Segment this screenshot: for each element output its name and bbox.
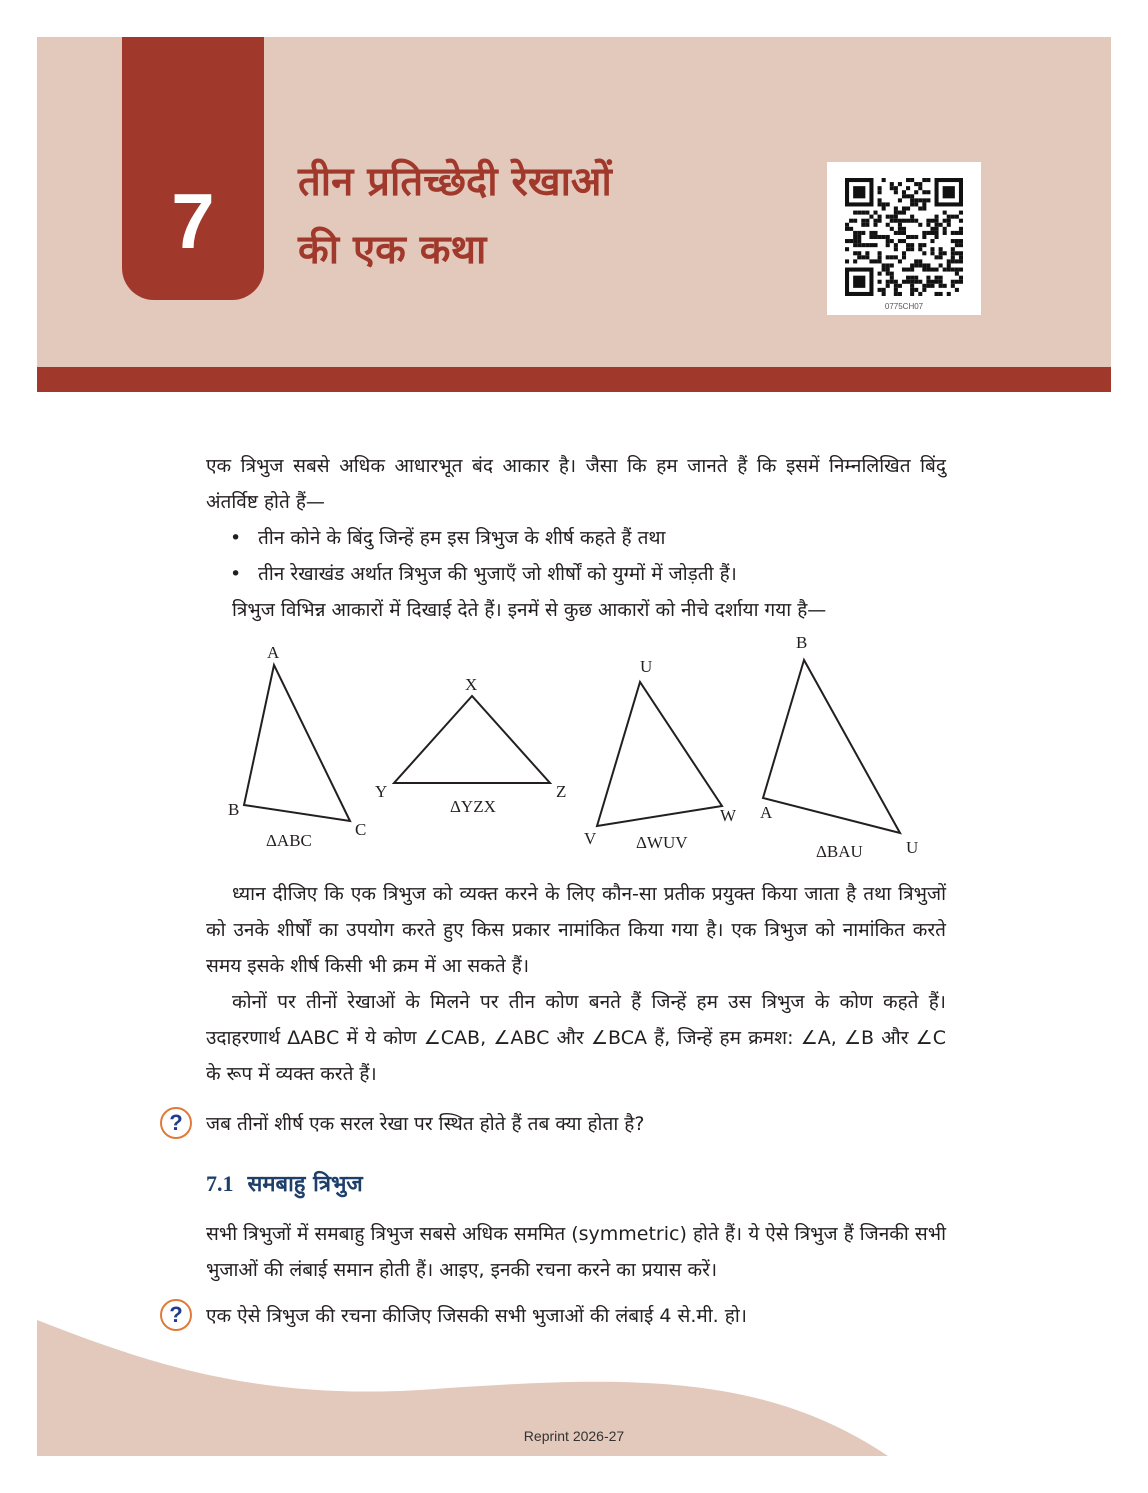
footer-wave-decoration	[0, 1300, 1148, 1493]
vertex-label: Y	[375, 782, 388, 801]
intro-section	[206, 448, 946, 628]
vertex-label: U	[906, 838, 919, 857]
bullet-icon: •	[230, 563, 242, 585]
notation-paragraph: ध्यान दीजिए कि एक त्रिभुज को व्यक्त करने के लिए कौन-सा प्रतीक प्रयुक्त किया जाता है तथा त्रिभुजों को उनके शीर्षों का उपयोग करते हुए किस प्रकार नामांकित किया गया है। एक त्रिभुज को नामांकित करते समय इसके शीर्ष किसी भी क्रम में आ सकते हैं।	[206, 883, 946, 977]
list-item	[230, 520, 946, 556]
question-mark-icon: ?	[160, 1299, 192, 1331]
chapter-number-tab	[122, 37, 264, 300]
qr-code-label: 0775CH07	[884, 302, 924, 311]
triangle-bau	[760, 633, 918, 861]
section-title: समबाहु त्रिभुज	[247, 1172, 363, 1197]
triangle-name: ΔWUV	[636, 833, 688, 852]
question-text: जब तीनों शीर्ष एक सरल रेखा पर स्थित होते हैं तब क्या होता है?	[206, 1113, 645, 1135]
bullet-icon: •	[230, 527, 242, 549]
vertex-label: C	[355, 820, 367, 839]
equilateral-section	[206, 1216, 946, 1288]
triangle-name: ΔABC	[266, 831, 312, 850]
vertex-side-list	[206, 520, 946, 592]
vertex-label: U	[640, 657, 653, 676]
notation-section	[206, 876, 946, 1092]
vertex-label: X	[465, 675, 478, 694]
question-text: एक ऐसे त्रिभुज की रचना कीजिए जिसकी सभी भुजाओं की लंबाई 4 से.मी. हो।	[206, 1305, 747, 1327]
vertex-label: V	[584, 829, 597, 848]
vertex-label: B	[228, 800, 240, 819]
triangle-yzx	[375, 675, 566, 816]
shapes-intro-paragraph: त्रिभुज विभिन्न आकारों में दिखाई देते हैं। इनमें से कुछ आकारों को नीचे दर्शाया गया है—	[232, 599, 827, 621]
header-divider	[37, 367, 1111, 392]
list-item	[230, 556, 946, 592]
list-item-text: तीन कोने के बिंदु जिन्हें हम इस त्रिभुज के शीर्ष कहते हैं तथा	[258, 527, 666, 549]
triangle-wuv	[584, 657, 737, 852]
triangle-name: ΔYZX	[450, 797, 496, 816]
list-item-text: तीन रेखाखंड अर्थात त्रिभुज की भुजाएँ जो शीर्षों को युग्मों में जोड़ती हैं।	[258, 563, 737, 585]
section-number: 7.1	[206, 1171, 234, 1196]
chapter-title	[298, 148, 798, 284]
vertex-label: W	[720, 806, 737, 825]
triangle-figures	[200, 630, 940, 870]
triangle-name: ΔBAU	[816, 842, 863, 861]
reprint-label: Reprint 2026-27	[523, 1428, 625, 1444]
intro-paragraph: एक त्रिभुज सबसे अधिक आधारभूत बंद आकार है। जैसा कि हम जानते हैं कि इसमें निम्नलिखित बिंदु अंतर्विष्ट होते हैं—	[206, 455, 946, 513]
section-heading	[206, 1166, 363, 1203]
question-row	[160, 1106, 960, 1142]
vertex-label: B	[796, 633, 808, 652]
vertex-label: A	[267, 643, 280, 662]
qr-code-icon	[845, 178, 963, 296]
equilateral-paragraph: सभी त्रिभुजों में समबाहु त्रिभुज सबसे अधिक सममित (symmetric) होते हैं। ये ऐसे त्रिभुज हैं जिनकी सभी भुजाओं की लंबाई समान होती हैं। आइए, इनकी रचना करने का प्रयास करें।	[206, 1223, 946, 1281]
vertex-label: Z	[556, 782, 567, 801]
triangle-abc	[228, 643, 366, 850]
question-mark-icon: ?	[160, 1107, 192, 1139]
angles-paragraph: कोनों पर तीनों रेखाओं के मिलने पर तीन कोण बनते हैं जिन्हें हम उस त्रिभुज के कोण कहते हैं। उदाहरणार्थ ΔABC में ये कोण ∠CAB, ∠ABC और ∠BCA हैं, जिन्हें हम क्रमश: ∠A, ∠B और ∠C के रूप में व्यक्त करते हैं।	[206, 991, 946, 1085]
chapter-title-line-2: की एक कथा	[298, 227, 487, 273]
chapter-title-line-1: तीन प्रतिच्छेदी रेखाओं	[298, 159, 612, 205]
chapter-number: 7	[171, 177, 215, 265]
vertex-label: A	[760, 803, 773, 822]
qr-code[interactable]	[827, 162, 981, 315]
